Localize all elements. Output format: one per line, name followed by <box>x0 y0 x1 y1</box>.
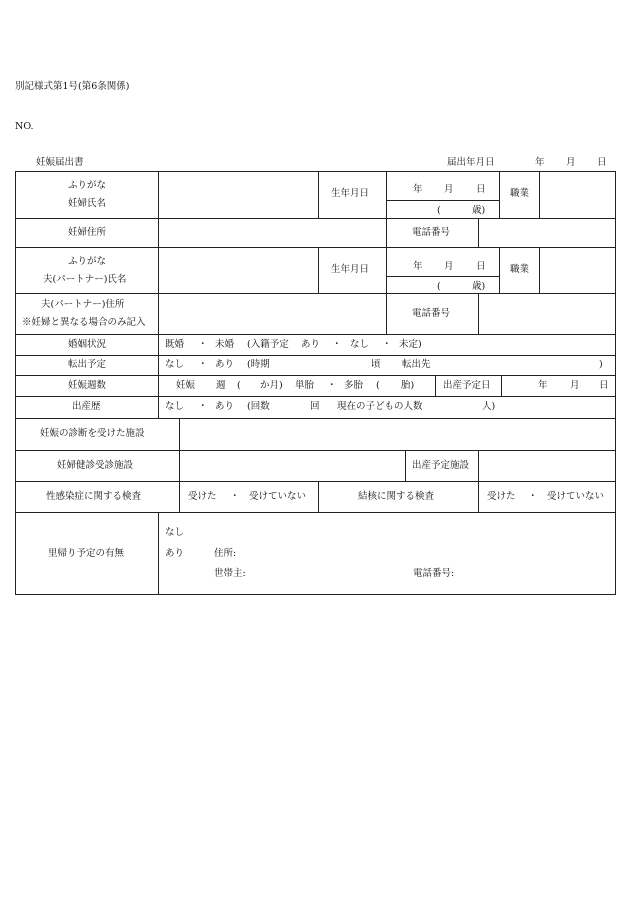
move-out-no-option[interactable]: なし <box>165 359 185 370</box>
form-reference: 別記様式第1号(第6条関係) <box>15 81 130 92</box>
filing-year-label: 年 <box>535 157 545 168</box>
marital-plan-undecided-option[interactable]: 未定) <box>399 339 422 350</box>
mother-occupation-label: 職業 <box>510 188 530 199</box>
move-out-dot: ・ <box>198 359 208 370</box>
birth-history-yes-option[interactable]: あり <box>215 401 235 412</box>
mother-birth-month: 月 <box>444 184 454 195</box>
return-home-phone-label: 電話番号: <box>413 568 455 579</box>
marital-plan-no-option[interactable]: なし <box>350 339 370 350</box>
mother-furigana-label: ふりがな <box>68 180 107 191</box>
mother-name-field[interactable] <box>160 172 317 218</box>
weeks-paren2: ( <box>376 380 380 391</box>
tb-test-label: 結核に関する検査 <box>358 491 435 502</box>
weeks-single-option[interactable]: 単胎 <box>295 380 315 391</box>
tb-test-dot: ・ <box>528 491 538 502</box>
partner-address-field[interactable] <box>160 294 385 333</box>
form-title: 妊娠届出書 <box>36 157 84 168</box>
form-number-label: NO. <box>15 121 34 132</box>
delivery-facility-field[interactable] <box>480 451 614 480</box>
mother-address-field[interactable] <box>160 219 385 246</box>
weeks-label: 妊娠週数 <box>68 380 107 391</box>
filing-date-label: 届出年月日 <box>447 157 495 168</box>
std-test-not-received-option[interactable]: 受けていない <box>249 491 307 502</box>
birth-history-dot: ・ <box>198 401 208 412</box>
return-home-label: 里帰り予定の有無 <box>48 548 125 559</box>
mother-phone-field[interactable] <box>480 219 614 246</box>
due-date-month: 月 <box>570 380 580 391</box>
filing-day-label: 日 <box>597 157 607 168</box>
partner-age-open: ( <box>437 281 441 292</box>
move-out-about-label: 頃 <box>371 359 381 370</box>
partner-birth-year: 年 <box>413 261 423 272</box>
partner-name-label: 夫(パートナー)氏名 <box>43 274 127 285</box>
return-home-address-label: 住所: <box>214 548 237 559</box>
marital-unmarried-option[interactable]: 未婚 <box>215 339 235 350</box>
partner-occupation-label: 職業 <box>510 264 530 275</box>
partner-age-close: 歳) <box>472 281 486 292</box>
std-test-received-option[interactable]: 受けた <box>188 491 217 502</box>
tb-test-received-option[interactable]: 受けた <box>487 491 516 502</box>
mother-phone-label: 電話番号 <box>412 227 451 238</box>
due-date-year: 年 <box>538 380 548 391</box>
due-date-day: 日 <box>599 380 609 391</box>
mother-address-label: 妊婦住所 <box>68 227 107 238</box>
marital-plan-label: (入籍予定 <box>247 339 289 350</box>
tb-test-not-received-option[interactable]: 受けていない <box>547 491 605 502</box>
move-out-label: 転出予定 <box>68 359 107 370</box>
weeks-fetus-label: 胎) <box>401 380 415 391</box>
marital-label: 婚姻状況 <box>68 339 107 350</box>
weeks-paren-open: ( <box>237 380 241 391</box>
mother-age-open: ( <box>437 205 441 216</box>
partner-name-field[interactable] <box>160 248 317 292</box>
partner-phone-field[interactable] <box>480 294 614 333</box>
weeks-multiple-option[interactable]: 多胎 <box>344 380 364 391</box>
weeks-pregnancy-label: 妊娠 <box>176 380 196 391</box>
marital-dot3: ・ <box>382 339 392 350</box>
return-home-householder-label: 世帯主: <box>214 568 246 579</box>
mother-birth-year: 年 <box>413 184 423 195</box>
weeks-months-label: か月) <box>260 380 283 391</box>
due-date-label: 出産予定日 <box>443 380 491 391</box>
partner-furigana-label: ふりがな <box>68 256 107 267</box>
return-home-none-option[interactable]: なし <box>165 527 185 538</box>
mother-birth-label: 生年月日 <box>331 188 370 199</box>
mother-birth-day: 日 <box>476 184 486 195</box>
delivery-facility-label: 出産予定施設 <box>412 460 470 471</box>
move-out-close-paren: ) <box>599 359 603 370</box>
partner-address-label: 夫(パートナー)住所 <box>41 299 125 310</box>
partner-phone-label: 電話番号 <box>412 308 451 319</box>
checkup-facility-label: 妊婦健診受診施設 <box>57 460 134 471</box>
std-test-dot: ・ <box>230 491 240 502</box>
birth-history-no-option[interactable]: なし <box>165 401 185 412</box>
filing-month-label: 月 <box>566 157 576 168</box>
partner-birth-label: 生年月日 <box>331 264 370 275</box>
return-home-yes-option[interactable]: あり <box>165 548 185 559</box>
marital-plan-yes-option[interactable]: あり <box>301 339 321 350</box>
std-test-label: 性感染症に関する検査 <box>46 491 142 502</box>
diagnosis-facility-field[interactable] <box>181 419 614 449</box>
partner-birth-month: 月 <box>444 261 454 272</box>
birth-history-persons-label: 人) <box>482 401 496 412</box>
checkup-facility-field[interactable] <box>181 451 404 480</box>
birth-history-label: 出産歴 <box>72 401 101 412</box>
move-out-yes-option[interactable]: あり <box>215 359 235 370</box>
weeks-dot: ・ <box>327 380 337 391</box>
partner-birth-day: 日 <box>476 261 486 272</box>
diagnosis-facility-label: 妊娠の診断を受けた施設 <box>40 428 145 439</box>
move-out-destination-label: 転出先 <box>402 359 431 370</box>
marital-married-option[interactable]: 既婚 <box>165 339 185 350</box>
marital-dot1: ・ <box>198 339 208 350</box>
mother-name-label: 妊婦氏名 <box>68 198 107 209</box>
weeks-week-label: 週 <box>216 380 226 391</box>
marital-dot2: ・ <box>332 339 342 350</box>
birth-history-children-label: 現在の子どもの人数 <box>337 401 423 412</box>
mother-age-close: 歳) <box>472 205 486 216</box>
move-out-period-label: (時期 <box>247 359 270 370</box>
birth-history-times-label: 回 <box>310 401 320 412</box>
birth-history-count-label: (回数 <box>247 401 270 412</box>
partner-address-note: ※妊婦と異なる場合のみ記入 <box>22 317 146 328</box>
